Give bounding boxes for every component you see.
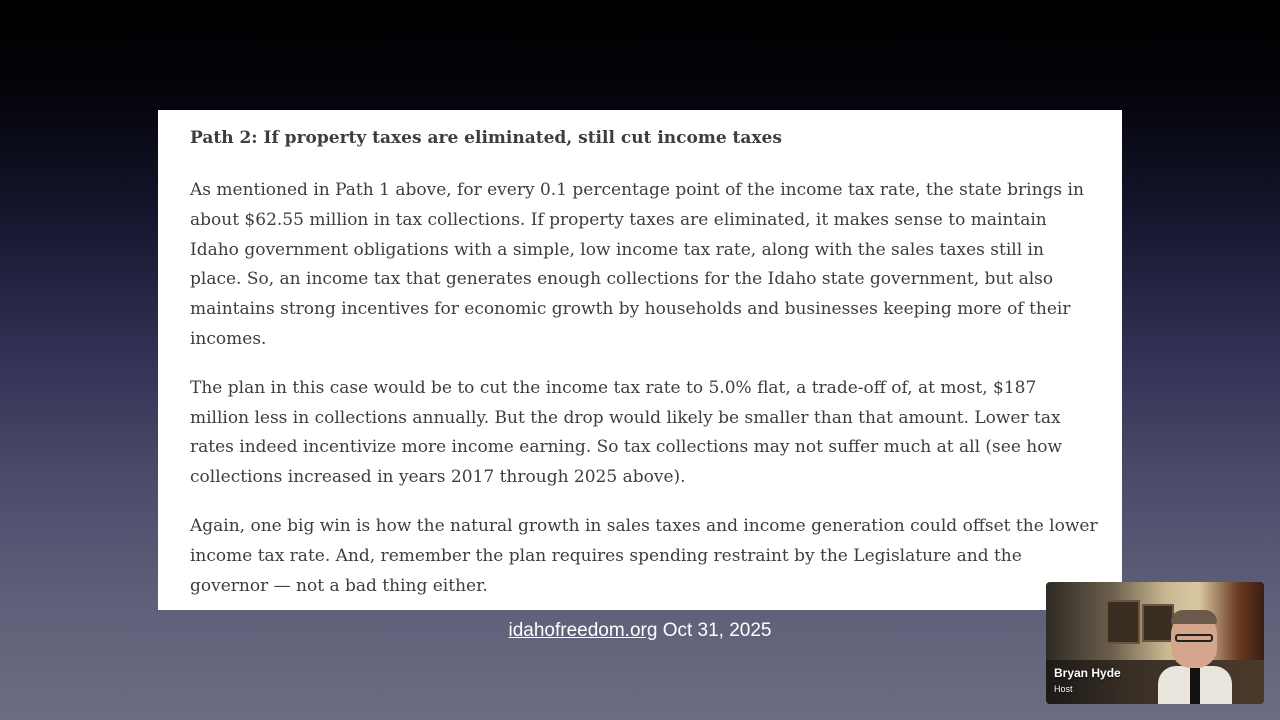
source-link[interactable]: idahofreedom.org: [508, 620, 658, 641]
host-tie: [1190, 668, 1200, 704]
host-video-overlay[interactable]: [1046, 582, 1264, 704]
host-role-label: Host: [1054, 684, 1073, 694]
host-hair: [1171, 610, 1217, 624]
wall-picture-frame: [1106, 600, 1140, 644]
paragraph-3: Again, one big win is how the natural growth in sales taxes and income generation could offset the lower income tax rate. And, remember the plan requires spending restraint by the Legislature and the governor — not a bad thing either.: [190, 515, 1098, 596]
paragraph-2: The plan in this case would be to cut the income tax rate to 5.0% flat, a trade-off of, at most, $187 million less in collections annually. But the drop would likely be smaller than that amount. Lower tax rates indeed incentivize more income earning. So tax collections may not suffer much at all (see how collections increased in years 2017 through 2025 above).: [190, 377, 1063, 488]
article-excerpt-card: [158, 110, 1122, 610]
wall-picture-frame-2: [1142, 604, 1174, 642]
section-heading: Path 2: If property taxes are eliminated, still cut income taxes: [190, 128, 782, 148]
host-name-label: Bryan Hyde: [1054, 666, 1121, 680]
caption-date: Oct 31, 2025: [662, 620, 772, 641]
host-glasses: [1175, 634, 1213, 642]
paragraph-1: As mentioned in Path 1 above, for every 0.1 percentage point of the income tax rate, the state brings in about $62.55 million in tax collections. If property taxes are eliminated, it makes sense to maintain Idaho government obligations with a simple, low income tax rate, along with the sales taxes still in place. So, an income tax that generates enough collections for the Idaho state government, but also maintains strong incentives for economic growth by households and businesses keeping more of their incomes.: [190, 180, 1084, 349]
